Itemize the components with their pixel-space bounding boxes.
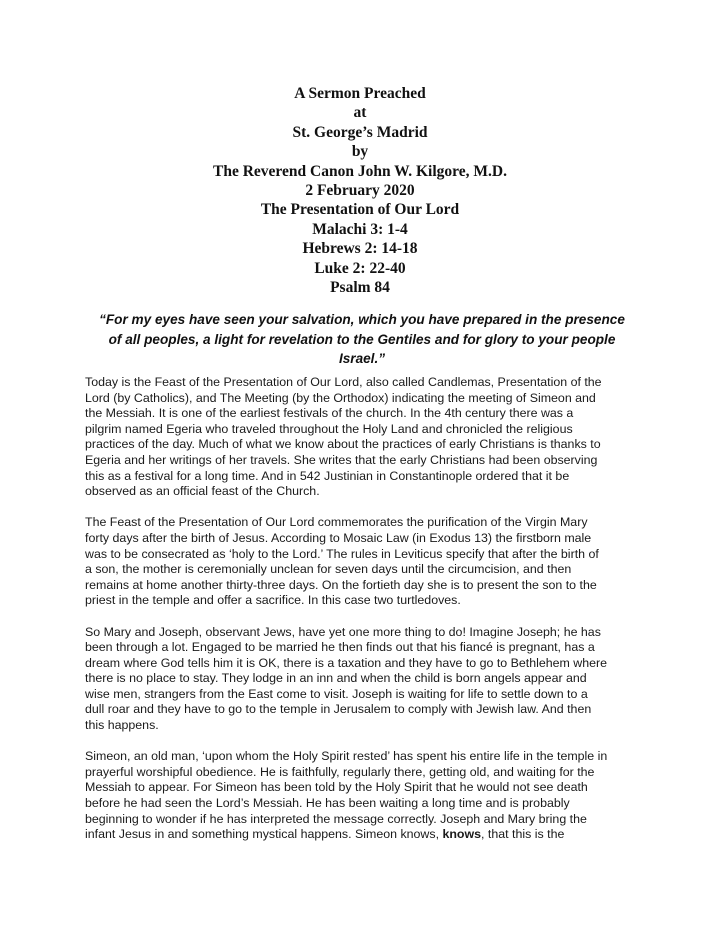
body-line: before he had seen the Lord’s Messiah. He has been waiting a long time and is probably (85, 796, 570, 811)
sermon-body (85, 375, 645, 858)
body-line: observed as an official feast of the Church. (85, 484, 320, 499)
body-text-run: , that this is the (481, 827, 565, 842)
body-line: been through a lot. Engaged to be married he then finds out that his fiancé is pregnant, has a (85, 640, 595, 655)
paragraph-feast-intro (85, 375, 645, 500)
body-line: beginning to wonder if he has interpreted the message correctly. Joseph and Mary bring the (85, 811, 587, 826)
paragraph-mary-joseph (85, 625, 645, 734)
title-line-preacher: The Reverend Canon John W. Kilgore, M.D. (213, 162, 507, 180)
body-line: Today is the Feast of the Presentation of Our Lord, also called Candlemas, Presentation of the (85, 375, 602, 389)
body-line: this as a festival for a long time. And in 542 Justinian in Constantinople ordered that it be (85, 468, 570, 483)
title-line-by: by (351, 143, 369, 161)
quote-line: of all peoples, a light for revelation to the Gentiles and for glory to your people (108, 331, 616, 347)
body-line: remains at home another thirty-three days. On the fortieth day she is to present the son to the (85, 577, 597, 592)
body-line: was to be consecrated as ‘holy to the Lord.’ The rules in Leviticus specify that after the birth of (85, 546, 599, 561)
quote-line: Israel.” (338, 351, 386, 366)
body-line-last (85, 827, 645, 843)
title-line-church: St. George’s Madrid (292, 123, 428, 141)
paragraph-purification (85, 515, 645, 609)
body-line: the Messiah. It is one of the earliest festivals of the church. In the 4th century there was a (85, 406, 574, 421)
title-line-date: 2 February 2020 (305, 182, 415, 200)
title-line-feast: The Presentation of Our Lord (260, 201, 460, 219)
quote-line: “For my eyes have seen your salvation, which you have prepared in the presence (99, 312, 625, 327)
paragraph-simeon (85, 749, 645, 843)
body-line: prayerful worshipful obedience. He is faithfully, regularly there, getting old, and waiting for the (85, 764, 595, 779)
body-line: The Feast of the Presentation of Our Lord commemorates the purification of the Virgin Mary (85, 515, 588, 530)
body-line: dream where God tells him it is OK, there is a taxation and they have to go to Bethlehem where (85, 655, 608, 670)
body-line: practices of the day. Much of what we know about the practices of early Christians is thanks to (85, 437, 601, 452)
body-text-run: infant Jesus in and something mystical happens. Simeon knows, (85, 827, 443, 842)
title-line-reading-luke: Luke 2: 22-40 (314, 259, 406, 277)
body-line: forty days after the birth of Jesus. According to Mosaic Law (in Exodus 13) the firstborn male (85, 530, 592, 545)
emphasis-knows: knows (442, 827, 482, 842)
title-line-psalm: Psalm 84 (330, 279, 390, 297)
scripture-quote (84, 310, 640, 369)
title-line-sermon-preached: A Sermon Preached (294, 85, 426, 102)
body-line: wise men, strangers from the East come to visit. Joseph is waiting for life to settle down to a (85, 686, 588, 701)
title-line-reading-hebrews: Hebrews 2: 14-18 (302, 240, 418, 258)
title-line-at: at (353, 104, 367, 122)
body-line: Egeria and her writings of her travels. She writes that the early Christians had been observing (85, 452, 598, 467)
body-line: dull roar and they have to go to the temple in Jerusalem to comply with Jewish law. And then (85, 702, 592, 717)
body-line: there is no place to stay. They lodge in an inn and when the child is born angels appear and (85, 671, 587, 686)
body-line: pilgrim named Egeria who traveled throughout the Holy Land and chronicled the religious (85, 421, 573, 436)
body-line: Simeon, an old man, ‘upon whom the Holy Spirit rested’ has spent his entire life in the temple in (85, 749, 608, 764)
body-line: priest in the temple and offer a sacrifice. In this case two turtledoves. (85, 593, 461, 608)
body-line: this happens. (85, 718, 159, 733)
body-line: Lord (by Catholics), and The Meeting (by the Orthodox) indicating the meeting of Simeon and (85, 390, 596, 405)
title-line-reading-malachi: Malachi 3: 1-4 (312, 220, 408, 238)
body-line: Messiah to appear. For Simeon has been told by the Holy Spirit that he would not see death (85, 780, 588, 795)
body-line: a son, the mother is ceremonially unclean for seven days until the circumcision, and then (85, 562, 572, 577)
sermon-title-block (0, 84, 720, 297)
body-line: So Mary and Joseph, observant Jews, have yet one more thing to do! Imagine Joseph; he has (85, 624, 601, 639)
